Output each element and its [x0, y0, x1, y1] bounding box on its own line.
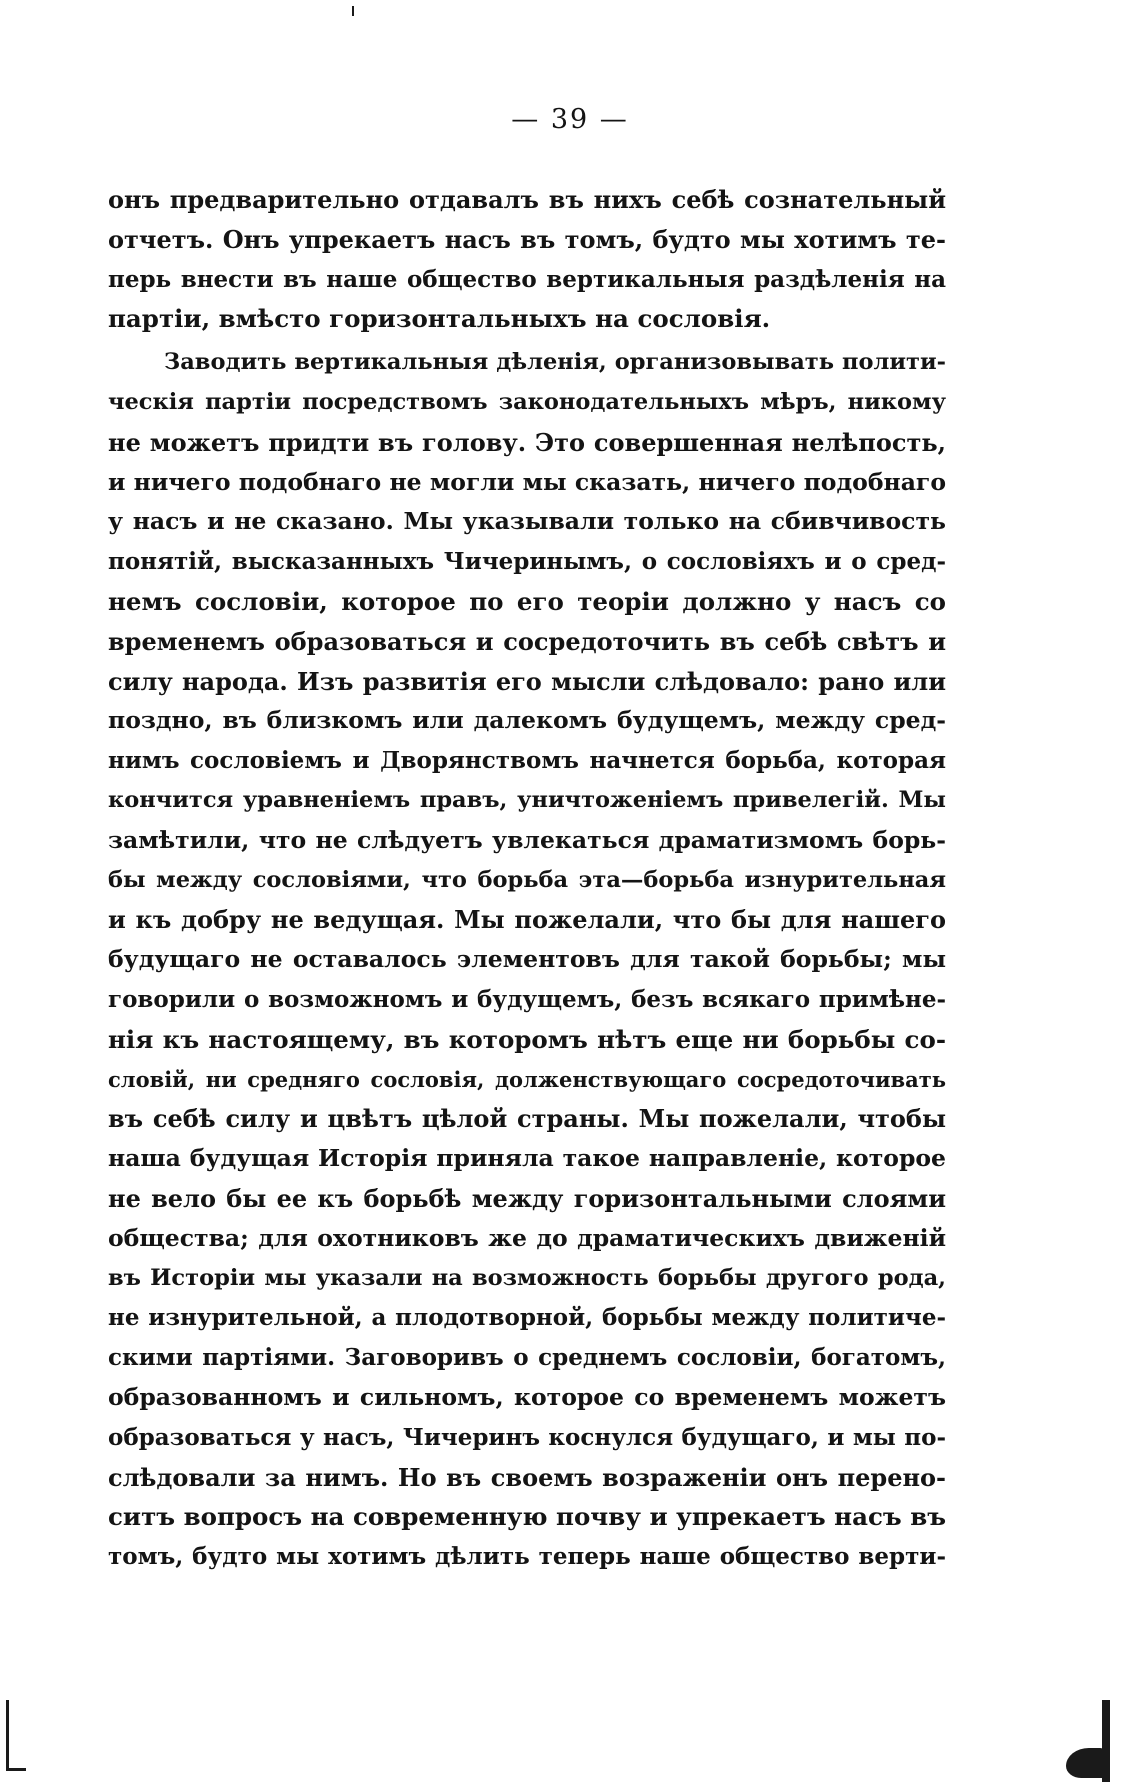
paragraph-2: [108, 343, 946, 1577]
text-line: въ Исторіи мы указали на возможность борьбы другого рода,: [108, 1264, 946, 1291]
text-line: общества; для охотниковъ же до драматическихъ движеній: [108, 1223, 946, 1252]
scan-ink-blot: [1066, 1748, 1104, 1778]
text-line: партіи, вмѣсто горизонтальныхъ на сословія.: [108, 304, 771, 334]
text-line: и къ добру не ведущая. Мы пожелали, что бы для нашего: [108, 905, 946, 935]
text-line: наша будущая Исторія приняла такое направленіе, которое: [108, 1144, 946, 1173]
text-line: отчетъ. Онъ упрекаетъ насъ въ томъ, будто мы хотимъ те-: [108, 224, 946, 254]
text-line: слѣдовали за нимъ. Но въ своемъ возраженіи онъ перено-: [108, 1462, 946, 1492]
text-line: образоваться у насъ, Чичеринъ коснулся будущаго, и мы по-: [108, 1423, 946, 1451]
paragraph-1: [108, 180, 946, 339]
text-line: временемъ образоваться и сосредоточить въ себѣ свѣтъ и: [108, 626, 946, 656]
text-line: образованномъ и сильномъ, которое со временемъ можетъ: [108, 1382, 946, 1411]
text-line: словій, ни средняго сословія, долженствующаго сосредоточивать: [108, 1066, 946, 1092]
text-line: томъ, будто мы хотимъ дѣлить теперь наше общество верти-: [108, 1543, 946, 1571]
text-line: поздно, въ близкомъ или далекомъ будущемъ, между сред-: [108, 706, 946, 735]
text-line: ческія партіи посредствомъ законодательныхъ мѣръ, никому: [108, 388, 946, 415]
text-line: онъ предварительно отдавалъ въ нихъ себѣ сознательный: [108, 185, 946, 214]
text-line: скими партіями. Заговоривъ о среднемъ сословіи, богатомъ,: [108, 1344, 946, 1372]
text-line: немъ сословіи, которое по его теоріи должно у насъ со: [108, 586, 946, 616]
text-line: и ничего подобнаго не могли мы сказать, ничего подобнаго: [108, 467, 946, 496]
text-line: говорили о возможномъ и будущемъ, безъ всякаго примѣне-: [108, 985, 946, 1013]
text-line: Заводить вертикальныя дѣленія, организовывать полити-: [164, 349, 946, 376]
text-line: не вело бы ее къ борьбѣ между горизонтальными слоями: [108, 1183, 946, 1213]
text-line: будущаго не оставалось элементовъ для такой борьбы; мы: [108, 945, 946, 974]
scan-edge-mark-left-foot: [6, 1768, 26, 1771]
body-text: [108, 180, 946, 1577]
text-line: понятій, высказанныхъ Чичеринымъ, о сословіяхъ и о сред-: [108, 548, 946, 576]
text-line: замѣтили, что не слѣдуетъ увлекаться драматизмомъ борь-: [108, 825, 946, 854]
page-number: — 39 —: [511, 104, 629, 135]
text-line: бы между сословіями, что борьба эта—борьба изнурительная: [108, 866, 946, 893]
text-line: перь внести въ наше общество вертикальныя раздѣленія на: [108, 265, 946, 293]
text-line: нимъ сословіемъ и Дворянствомъ начнется борьба, которая: [108, 747, 946, 775]
text-line: нія къ настоящему, въ которомъ нѣтъ еще ни борьбы со-: [108, 1024, 946, 1054]
text-line: въ себѣ силу и цвѣтъ цѣлой страны. Мы пожелали, чтобы: [108, 1104, 946, 1134]
text-line: кончится уравненіемъ правъ, уничтоженіемъ привелегій. Мы: [108, 786, 946, 813]
text-line: у насъ и не сказано. Мы указывали только на сбивчивость: [108, 507, 946, 536]
text-line: не можетъ придти въ голову. Это совершенная нелѣпость,: [108, 427, 946, 457]
text-line: ситъ вопросъ на современную почву и упрекаетъ насъ въ: [108, 1502, 946, 1532]
scan-speck: [352, 6, 354, 16]
scan-edge-mark-left: [6, 1700, 9, 1770]
text-line: не изнурительной, а плодотворной, борьбы между политиче-: [108, 1304, 946, 1332]
text-line: силу народа. Изъ развитія его мысли слѣдовало: рано или: [108, 666, 946, 696]
